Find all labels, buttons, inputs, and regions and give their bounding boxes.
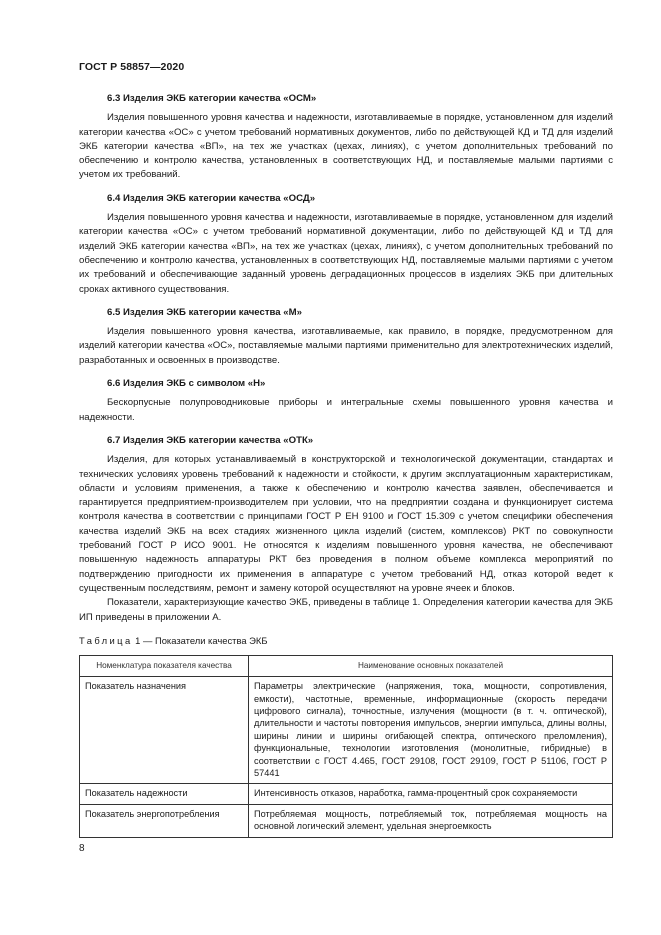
- table-cell: Интенсивность отказов, наработка, гамма-процентный срок сохраняемости: [249, 784, 613, 804]
- paragraph: Изделия, для которых устанавливаемый в конструкторской и технологической документации, стандартах и технических условиях уровень требований к надежности и стойкости, к другим эксплуатационным характеристикам, области и условиям применения, а также к обеспечению и контролю качества заявлен, обеспечивается и гарантируется предприятием-производителем при условии, что на предприятии создана и функционирует система контроля качества в соответствии с принципами ГОСТ Р ЕН 9100 и ГОСТ 15.309 с учетом специфики обеспечения качества изделий ЭКБ на всех стадиях жизненного цикла изделий (систем, комплексов) РКТ по совокупности требований ГОСТ Р ИСО 9001. Не относятся к изделиям повышенного уровня качества, не обеспечивают повышенную надежность аппаратуры РКТ без проведения в полном объеме комплекса мероприятий по подтверждению пригодности их применения в аппаратуре с учетом требований НД, отказ которой ведет к существенным последствиям, ремонт и замену которой осуществляют на уровне ячеек и блоков.: [79, 454, 613, 594]
- table-cell: Показатель надежности: [80, 784, 249, 804]
- section-6-6: [79, 377, 613, 425]
- document-header: ГОСТ Р 58857—2020: [79, 61, 185, 73]
- column-header-nomenclature: Номенклатура показателя качества: [80, 656, 249, 677]
- document-body: [79, 92, 613, 838]
- section-title: 6.5 Изделия ЭКБ категории качества «М»: [107, 306, 302, 318]
- paragraph: Изделия повышенного уровня качества и надежности, изготавливаемые в порядке, установленном для изделий категории качества «ОС» с учетом требований нормативных документов, либо по действующей КД и ТД для изделий ЭКБ категории качества «ВП», на тех же участках (цехах, линиях), с учетом дополнительных требований по обеспечению и контролю качества, установленных в соответствующих НД, и поставляемые малыми партиями с учетом их требований.: [79, 112, 613, 181]
- section-title: 6.6 Изделия ЭКБ с символом «Н»: [107, 378, 266, 390]
- table-caption: [79, 634, 613, 648]
- paragraph: Показатели, характеризующие качество ЭКБ, приведены в таблице 1. Определения категории качества для ЭКБ ИП приведены в приложении А.: [79, 597, 613, 623]
- section-6-7: [79, 434, 613, 625]
- section-title: 6.3 Изделия ЭКБ категории качества «ОСМ»: [107, 93, 317, 104]
- table-row: [80, 804, 613, 837]
- table-header-row: [80, 656, 613, 677]
- column-header-indicators: Наименование основных показателей: [249, 656, 613, 677]
- section-6-3: [79, 92, 613, 183]
- paragraph: Изделия повышенного уровня качества, изготавливаемые, как правило, в порядке, предусмотренном для изделий категории качества «ОС», поставляемые малыми партиями применительно для электротехнических изделий, разработанных и освоенных в производстве.: [79, 326, 613, 366]
- section-6-4: [79, 192, 613, 297]
- table-cell: Показатель энергопотребления: [80, 804, 249, 837]
- table-cell: Потребляемая мощность, потребляемый ток, потребляемая мощность на основной логический элемент, удельная энергоемкость: [249, 804, 613, 837]
- table-caption-prefix: Таблица: [79, 634, 133, 646]
- section-title: 6.4 Изделия ЭКБ категории качества «ОСД»: [107, 192, 316, 204]
- quality-indicators-table: [79, 655, 613, 837]
- section-title: 6.7 Изделия ЭКБ категории качества «ОТК»: [107, 434, 314, 446]
- paragraph: Бескорпусные полупроводниковые приборы и интегральные схемы повышенного уровня качества и надежности.: [79, 397, 613, 423]
- page-number: 8: [79, 843, 85, 854]
- table-cell: Показатель назначения: [80, 677, 249, 784]
- table-row: [80, 784, 613, 804]
- table-cell: Параметры электрические (напряжения, тока, мощности, сопротивления, емкости), частотные, временные, информационные (скорость передачи цифрового сигнала), точностные, излучения (мощности (в т. ч. оптической), длительности и частоты повторения импульсов, энергии импульса, длины волны, ширины линии и ширины огибающей спектра, оптического преломления), функциональные, технологии изготовления (монолитные, гибридные) в соответствии с ГОСТ 4.465, ГОСТ 29108, ГОСТ 29109, ГОСТ Р 51106, ГОСТ Р 57441: [249, 677, 613, 784]
- paragraph: Изделия повышенного уровня качества и надежности, изготавливаемые в порядке, установленном для изделий категории качества «ОС» с учетом требований нормативной документации, либо по действующей КД и ТД для изделий ЭКБ категории качества «ВП», на тех же участках (цехах, линиях), с учетом дополнительных требований по обеспечению и контролю качества, установленных в соответствующих НД, поставляемые малыми партиями с учетом их требований и обеспечивающие заданный уровень деградационных процессов в изделиях ЭКБ при длительных сроках активного существования.: [79, 212, 613, 295]
- table-caption-text: 1 — Показатели качества ЭКБ: [135, 634, 268, 646]
- section-6-5: [79, 306, 613, 368]
- table-row: [80, 677, 613, 784]
